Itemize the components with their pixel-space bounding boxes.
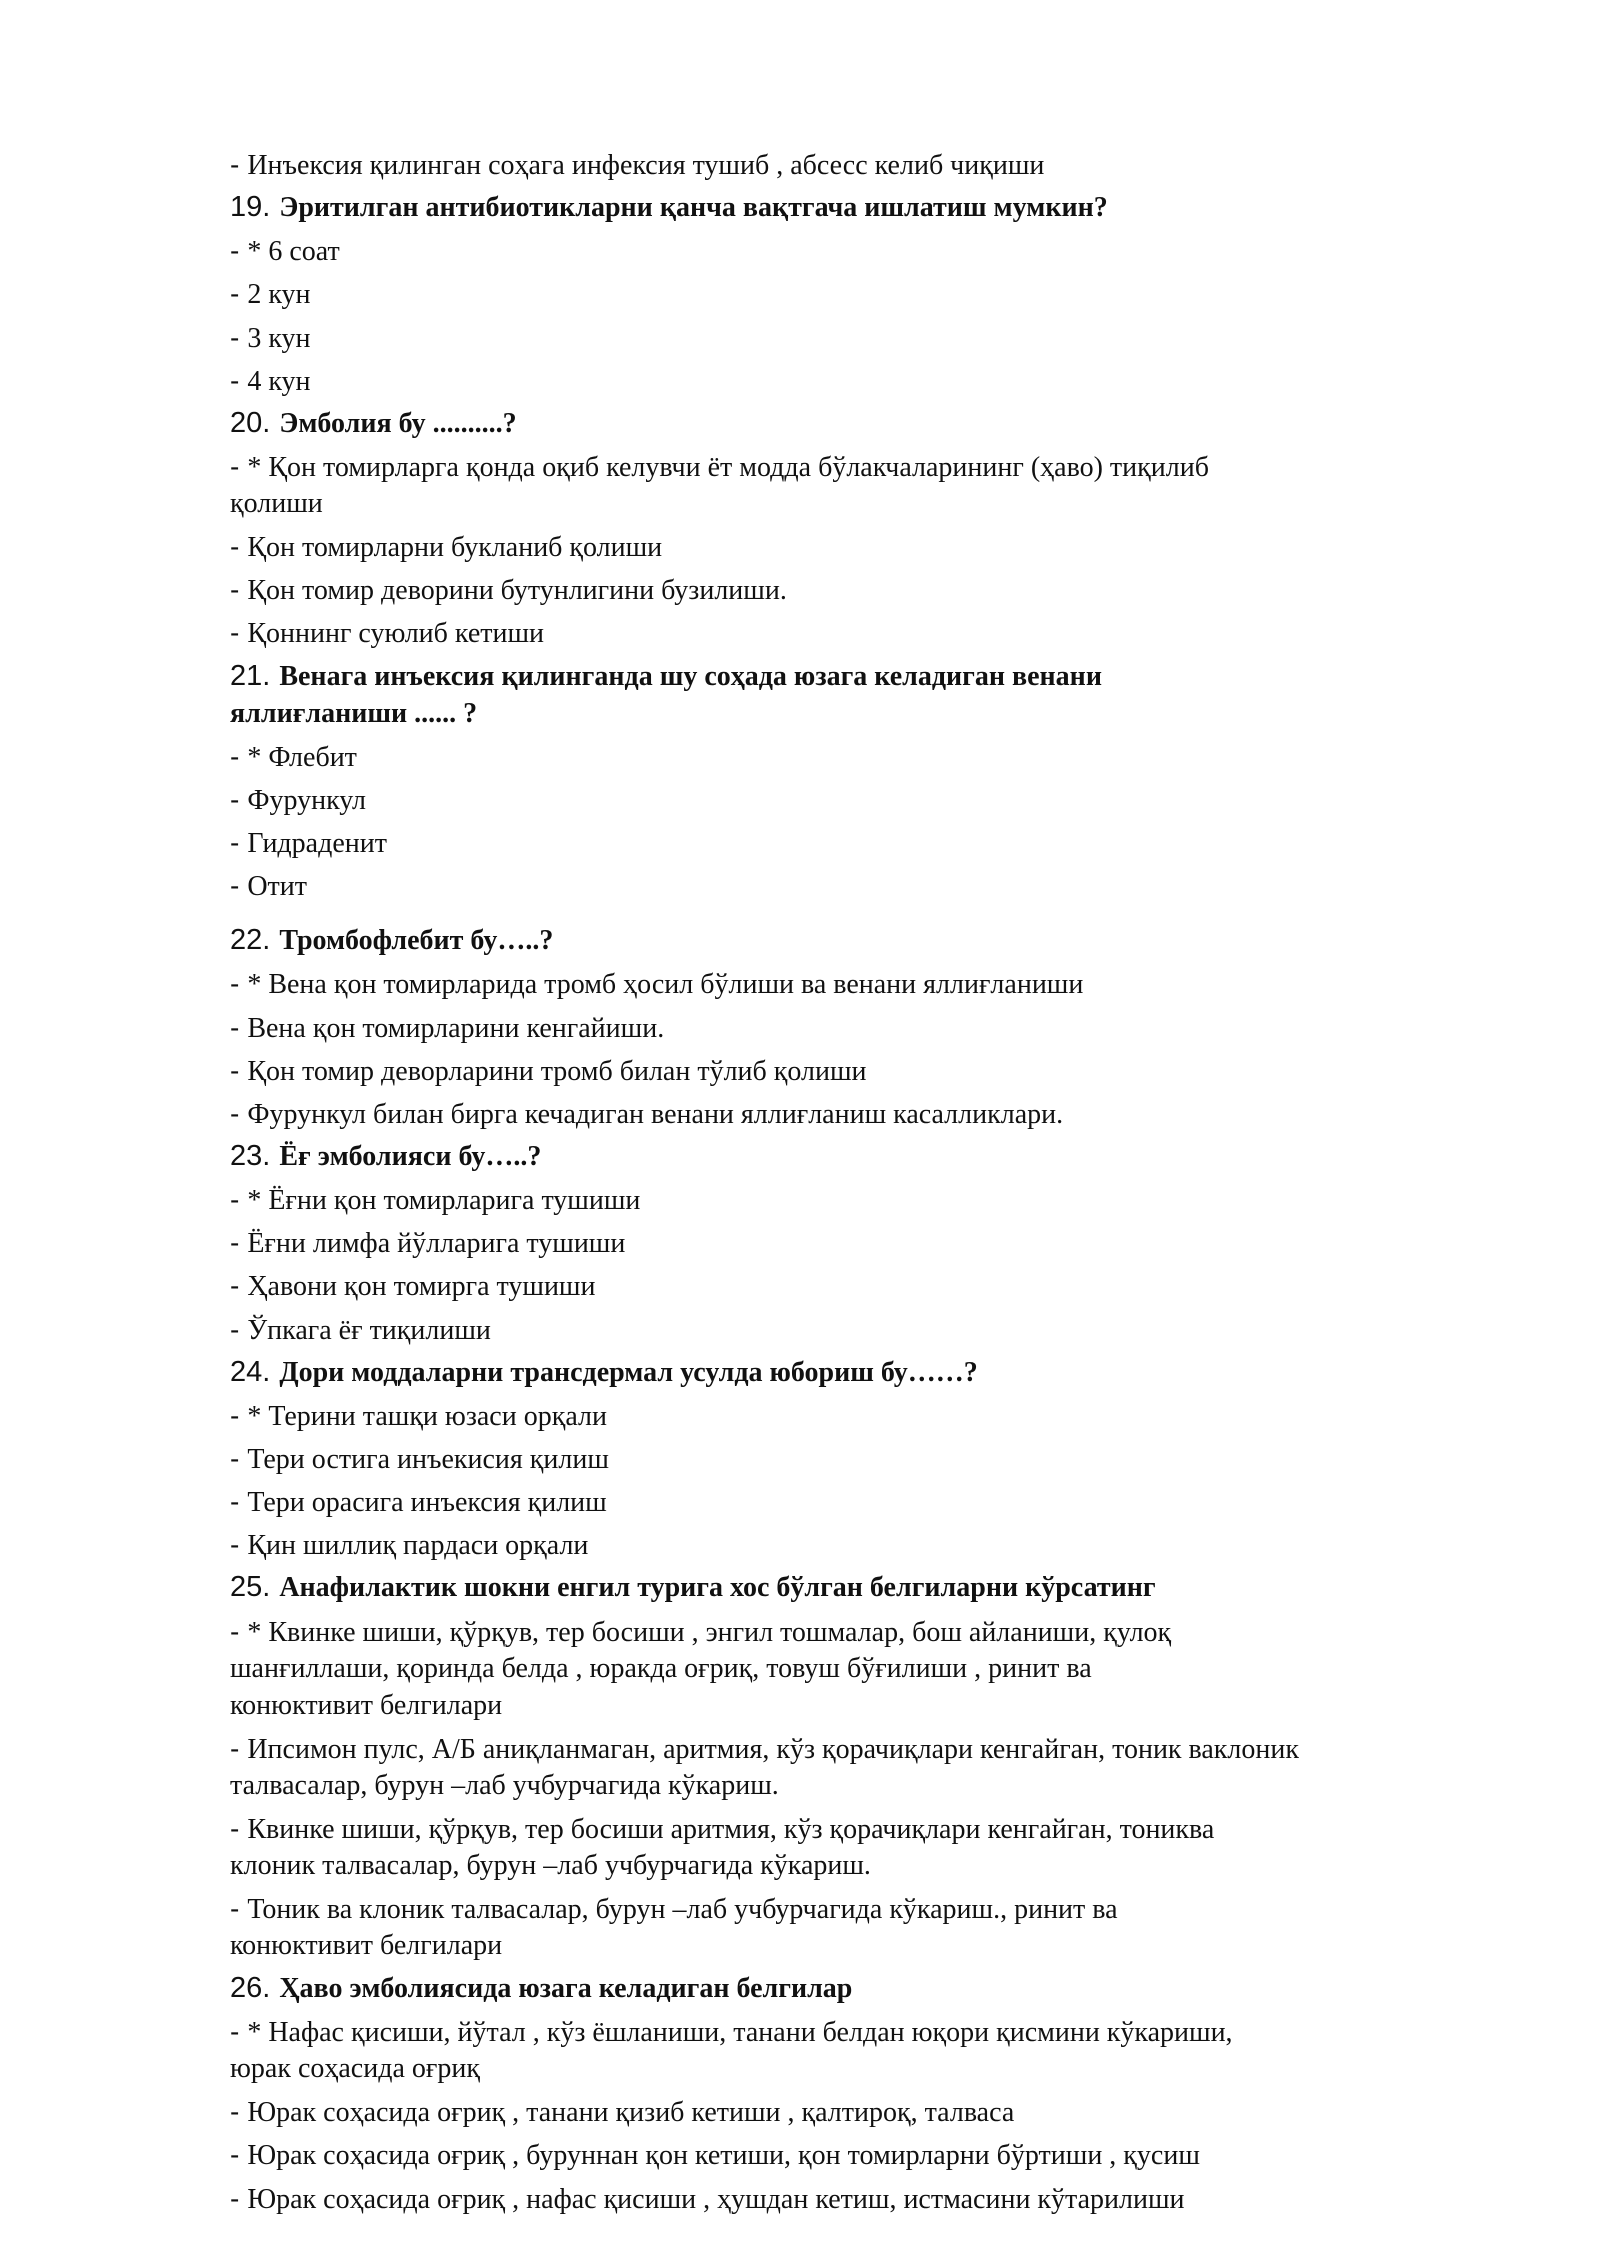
question-title [230, 1138, 1540, 1175]
option-line [230, 448, 1540, 485]
question-line [230, 1354, 1540, 1391]
option-line [230, 146, 1540, 183]
option-text: конюктивит белгилари [230, 1929, 503, 1961]
answer-option [230, 275, 1540, 312]
question-block [230, 1354, 1540, 1564]
question-number: 20. [230, 406, 271, 439]
answer-option [230, 146, 1540, 183]
option-line [230, 1311, 1540, 1348]
question-line [230, 1569, 1540, 1606]
option-text: клоник талвасалар, бурун –лаб учбурчагида кўкариш. [230, 1849, 871, 1881]
option-line [230, 1397, 1540, 1434]
option-line [230, 1052, 1540, 1089]
option-line [230, 2050, 1540, 2087]
option-text: Ёғни лимфа йўлларига тушиши [247, 1228, 626, 1260]
question-text: Ҳаво эмболиясида юзага келадиган белгилар [279, 1973, 853, 2005]
option-text: конюктивит белгилари [230, 1689, 503, 1721]
dash-marker: - [230, 1732, 240, 1764]
question-text: Дори моддаларни трансдермал усулда юбориш бу……? [279, 1356, 978, 1388]
option-text: Юрак соҳасида оғриқ , буруннан қон кетиши, қон томирларни бўртиши , қусиш [247, 2140, 1200, 2172]
option-text: Тери остига инъекисия қилиш [247, 1443, 609, 1475]
answer-option [230, 2093, 1540, 2130]
dash-marker: - [230, 2182, 240, 2214]
question-title [230, 922, 1540, 959]
answer-option [230, 1730, 1540, 1804]
option-line [230, 2013, 1540, 2050]
dash-marker: - [230, 364, 240, 396]
question-block [230, 1970, 1540, 2217]
question-number: 21. [230, 659, 271, 692]
option-line [230, 2180, 1540, 2217]
option-line [230, 1009, 1540, 1046]
continued-options [230, 146, 1540, 183]
option-text: * Қон томирларга қонда оқиб келувчи ёт модда бўлакчаларининг (ҳаво) тиқилиб [247, 451, 1209, 483]
option-text: юрак соҳасида оғриқ [230, 2053, 480, 2085]
dash-marker: - [230, 531, 240, 563]
question-number: 23. [230, 1139, 271, 1172]
option-line [230, 867, 1540, 904]
option-text: * 6 соат [247, 236, 340, 268]
dash-marker: - [230, 1227, 240, 1259]
answer-option [230, 1613, 1540, 1724]
dash-marker: - [230, 235, 240, 267]
option-line [230, 232, 1540, 269]
question-text: Эмболия бу ..........? [279, 407, 517, 439]
answer-option [230, 1440, 1540, 1477]
dash-marker: - [230, 2016, 240, 2048]
option-text: Юрак соҳасида оғриқ , нафас қисиши , ҳушдан кетиш, истмасини кўтарилиши [247, 2183, 1185, 2215]
question-title [230, 658, 1540, 732]
question-number: 19. [230, 191, 271, 224]
option-line [230, 1650, 1540, 1687]
question-text: Анафилактик шокни енгил турига хос бўлган белгиларни кўрсатинг [279, 1572, 1156, 1604]
option-line [230, 362, 1540, 399]
answer-option [230, 1526, 1540, 1563]
option-line [230, 2136, 1540, 2173]
question-line [230, 189, 1540, 226]
question-number: 24. [230, 1355, 271, 1388]
answer-option [230, 738, 1540, 775]
question-line [230, 1970, 1540, 2007]
answer-option [230, 1224, 1540, 1261]
option-line [230, 528, 1540, 565]
option-line [230, 1483, 1540, 1520]
dash-marker: - [230, 1615, 240, 1647]
dash-marker: - [230, 783, 240, 815]
question-line [230, 922, 1540, 959]
dash-marker: - [230, 149, 240, 180]
option-line [230, 1927, 1540, 1964]
answer-option [230, 781, 1540, 818]
answer-option [230, 528, 1540, 565]
question-block [230, 1138, 1540, 1348]
dash-marker: - [230, 826, 240, 858]
answer-option [230, 2180, 1540, 2217]
option-line [230, 824, 1540, 861]
option-text: Юрак соҳасида оғриқ , танани қизиб кетиши , қалтироқ, талваса [247, 2097, 1015, 2129]
dash-marker: - [230, 1097, 240, 1129]
dash-marker: - [230, 968, 240, 1000]
option-line [230, 1095, 1540, 1132]
option-text: қолиши [230, 487, 323, 519]
option-line [230, 1440, 1540, 1477]
option-text: Фурункул [247, 784, 367, 816]
dash-marker: - [230, 2096, 240, 2128]
answer-option [230, 1095, 1540, 1132]
answer-option [230, 867, 1540, 904]
option-text: талвасалар, бурун –лаб учбурчагида кўкариш. [230, 1769, 779, 1801]
dash-marker: - [230, 1442, 240, 1474]
question-text: Ёғ эмболияси бу…..? [279, 1140, 542, 1172]
option-line [230, 738, 1540, 775]
option-text: * Нафас қисиши, йўтал , кўз ёшланиши, танани белдан юқори қисмини кўкариши, [247, 2017, 1233, 2049]
question-text: Венага инъексия қилинганда шу соҳада юзага келадиган венани [279, 660, 1102, 692]
option-line [230, 614, 1540, 651]
question-line [230, 695, 1540, 732]
option-line [230, 965, 1540, 1002]
question-title [230, 405, 1540, 442]
question-block [230, 1569, 1540, 1964]
answer-option [230, 2013, 1540, 2087]
question-title [230, 189, 1540, 226]
option-text: шанғиллаши, қоринда белда , юракда оғриқ, товуш бўғилиши , ринит ва [230, 1652, 1092, 1684]
option-line [230, 2093, 1540, 2130]
option-line [230, 319, 1540, 356]
option-text: Ҳавони қон томирга тушиши [247, 1271, 596, 1303]
dash-marker: - [230, 1399, 240, 1431]
option-text: Гидраденит [247, 827, 387, 859]
question-line [230, 1138, 1540, 1175]
option-text: Ипсимон пулс, А/Б аниқланмаган, аритмия, кўз қорачиқлари кенгайган, тоник ваклоник [247, 1733, 1299, 1765]
option-line [230, 1767, 1540, 1804]
answer-option [230, 319, 1540, 356]
question-block [230, 658, 1540, 905]
dash-marker: - [230, 321, 240, 353]
question-block [230, 405, 1540, 652]
answer-option [230, 2136, 1540, 2173]
option-text: * Терини ташқи юзаси орқали [247, 1400, 607, 1432]
option-text: Тери орасига инъексия қилиш [247, 1487, 607, 1519]
question-title [230, 1970, 1540, 2007]
question-text: Эритилган антибиотикларни қанча вақтгача ишлатиш мумкин? [279, 192, 1108, 224]
option-text: Квинке шиши, қўрқув, тер босиши аритмия, кўз қорачиқлари кенгайган, тониква [247, 1813, 1215, 1845]
answer-option [230, 1267, 1540, 1304]
question-block [230, 910, 1540, 1132]
answer-option [230, 1052, 1540, 1089]
dash-marker: - [230, 740, 240, 772]
question-block [230, 189, 1540, 399]
option-line [230, 485, 1540, 522]
answer-option [230, 1483, 1540, 1520]
answer-option [230, 1009, 1540, 1046]
option-text: 2 кун [247, 279, 311, 311]
answer-option [230, 448, 1540, 522]
option-text: * Флебит [247, 741, 357, 773]
option-text: Тоник ва клоник талвасалар, бурун –лаб учбурчагида кўкариш., ринит ва [247, 1893, 1118, 1925]
option-text: Қоннинг суюлиб кетиши [247, 618, 545, 650]
answer-option [230, 362, 1540, 399]
question-text: Тромбофлебит бу…..? [279, 925, 554, 957]
dash-marker: - [230, 574, 240, 606]
dash-marker: - [230, 1313, 240, 1345]
answer-option [230, 1311, 1540, 1348]
option-line [230, 1181, 1540, 1218]
option-text: Фурункул билан бирга кечадиган венани яллиғланиш касалликлари. [247, 1098, 1064, 1130]
answer-option [230, 571, 1540, 608]
dash-marker: - [230, 1270, 240, 1302]
option-line [230, 1890, 1540, 1927]
question-number: 26. [230, 1972, 271, 2005]
option-text: Отит [247, 871, 308, 903]
dash-marker: - [230, 2139, 240, 2171]
option-line [230, 275, 1540, 312]
answer-option [230, 1810, 1540, 1884]
dash-marker: - [230, 1184, 240, 1216]
option-text: Вена қон томирларини кенгайиши. [247, 1012, 665, 1044]
answer-option [230, 965, 1540, 1002]
option-text: * Квинке шиши, қўрқув, тер босиши , энгил тошмалар, бош айланиши, қулоқ [247, 1616, 1172, 1648]
option-text: Ўпкага ёғ тиқилиши [247, 1314, 491, 1346]
dash-marker: - [230, 450, 240, 482]
dash-marker: - [230, 1486, 240, 1518]
option-text: 3 кун [247, 322, 311, 354]
dash-marker: - [230, 278, 240, 310]
option-line [230, 1224, 1540, 1261]
option-text: Инъексия қилинган соҳага инфексия тушиб , абсесс келиб чиқиши [247, 150, 1045, 181]
answer-option [230, 1397, 1540, 1434]
answer-option [230, 1890, 1540, 1964]
option-text: * Ёғни қон томирларига тушиши [247, 1185, 641, 1217]
option-line [230, 1730, 1540, 1767]
question-number: 25. [230, 1571, 271, 1604]
option-text: Қон томирларни букланиб қолиши [247, 532, 663, 564]
dash-marker: - [230, 870, 240, 902]
option-line [230, 1687, 1540, 1724]
dash-marker: - [230, 1892, 240, 1924]
question-line [230, 405, 1540, 442]
answer-option [230, 1181, 1540, 1218]
question-title [230, 1354, 1540, 1391]
option-line [230, 1613, 1540, 1650]
dash-marker: - [230, 1011, 240, 1043]
dash-marker: - [230, 1529, 240, 1561]
answer-option [230, 232, 1540, 269]
answer-option [230, 824, 1540, 861]
option-text: 4 кун [247, 365, 311, 397]
option-line [230, 1267, 1540, 1304]
option-line [230, 1526, 1540, 1563]
option-line [230, 571, 1540, 608]
question-number: 22. [230, 924, 271, 957]
dash-marker: - [230, 1054, 240, 1086]
option-text: Қон томир деворини бутунлигини бузилиши. [247, 575, 787, 607]
option-line [230, 1810, 1540, 1847]
option-text: * Вена қон томирларида тромб ҳосил бўлиши ва венани яллиғланиши [247, 969, 1084, 1001]
option-line [230, 781, 1540, 818]
dash-marker: - [230, 617, 240, 649]
answer-option [230, 614, 1540, 651]
dash-marker: - [230, 1812, 240, 1844]
question-text: яллиғланиши ...... ? [230, 697, 478, 729]
option-text: Қон томир деворларини тромб билан тўлиб қолиши [247, 1055, 867, 1087]
question-line [230, 658, 1540, 695]
option-text: Қин шиллиқ пардаси орқали [247, 1530, 589, 1562]
option-line [230, 1847, 1540, 1884]
question-title [230, 1569, 1540, 1606]
